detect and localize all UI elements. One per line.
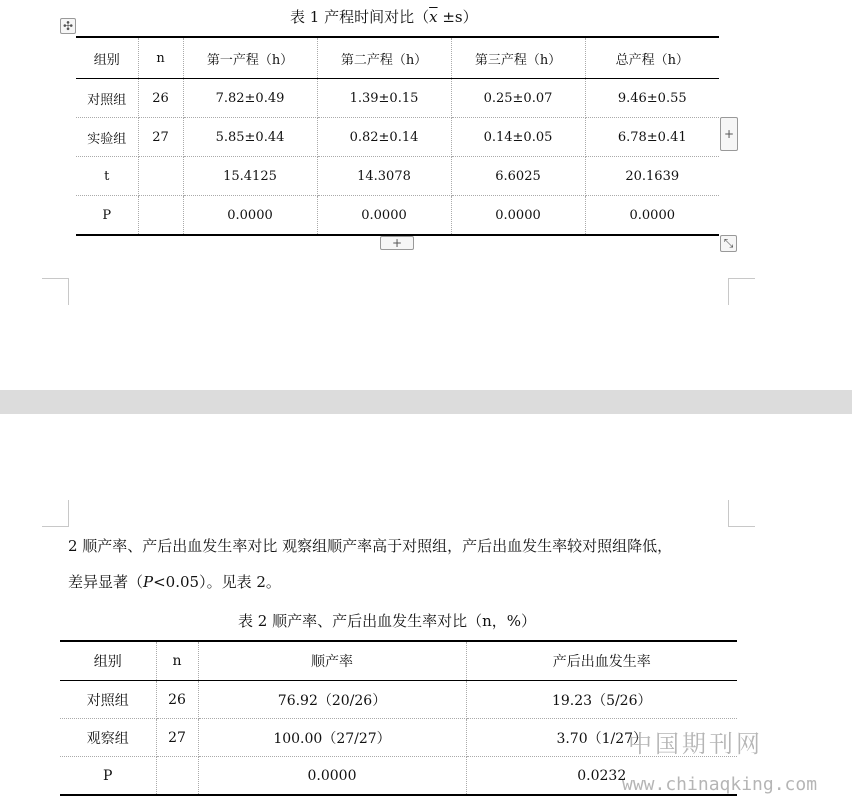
- table-cell[interactable]: 6.6025: [451, 157, 585, 196]
- table-cell[interactable]: 6.78±0.41: [585, 118, 719, 157]
- crop-mark: [42, 278, 69, 305]
- table-cell[interactable]: 14.3078: [317, 157, 451, 196]
- add-column-button[interactable]: +: [720, 117, 738, 151]
- table-cell[interactable]: 27: [156, 719, 198, 757]
- table-cell[interactable]: 0.0000: [629, 207, 675, 223]
- table-cell[interactable]: 对照组: [60, 681, 156, 719]
- table-cell[interactable]: 100.00（27/27）: [198, 719, 466, 757]
- table1-header-cell[interactable]: 总产程（h）: [585, 37, 719, 79]
- table-row: [76, 79, 719, 118]
- table-row: [60, 681, 737, 719]
- table2-header-cell[interactable]: 产后出血发生率: [466, 641, 737, 681]
- table-move-handle-icon[interactable]: ✣: [60, 18, 76, 34]
- table2-header-cell[interactable]: n: [156, 641, 198, 681]
- crop-mark: [728, 500, 755, 527]
- table-cell[interactable]: 7.82±0.49: [183, 79, 317, 118]
- table-cell[interactable]: 实验组: [76, 118, 138, 157]
- watermark-url: www.chinaqking.com: [622, 774, 818, 795]
- table-cell[interactable]: 0.0000: [183, 196, 317, 236]
- table-cell[interactable]: 0.0000: [198, 757, 466, 796]
- table-cell[interactable]: 0.0000: [451, 196, 585, 236]
- table2-header-cell[interactable]: 组别: [60, 641, 156, 681]
- table2: [60, 640, 737, 796]
- document-page-2: [0, 414, 852, 799]
- table1-caption: 表 1 产程时间对比$(\overline{x} \pm s)$: [290, 8, 478, 26]
- paragraph-line-2[interactable]: 差异显著（P<0.05）。见表 2。: [68, 573, 281, 591]
- document-page-1: [0, 0, 852, 390]
- watermark-title: 中国期刊网: [628, 730, 763, 758]
- table-cell[interactable]: 3.70（1/27）: [466, 719, 737, 757]
- table-cell[interactable]: 1.39±0.15: [317, 79, 451, 118]
- table-cell[interactable]: 15.4125: [183, 157, 317, 196]
- table-cell[interactable]: 观察组: [60, 719, 156, 757]
- table-cell[interactable]: 27: [138, 118, 183, 157]
- paragraph-line-1[interactable]: 2 顺产率、产后出血发生率对比 观察组顺产率高于对照组，产后出血发生率较对照组降低，: [68, 537, 673, 555]
- table-cell[interactable]: 0.82±0.14: [317, 118, 451, 157]
- table-cell[interactable]: 9.46±0.55: [585, 79, 719, 118]
- table-cell[interactable]: 26: [138, 79, 183, 118]
- table-row: [76, 157, 719, 196]
- table-row: [76, 196, 719, 236]
- table-cell[interactable]: 76.92（20/26）: [198, 681, 466, 719]
- add-row-button[interactable]: +: [380, 236, 414, 250]
- table-cell[interactable]: 0.0000: [317, 196, 451, 236]
- table1: [76, 36, 719, 236]
- table-cell[interactable]: 对照组: [76, 79, 138, 118]
- crop-mark: [728, 278, 755, 305]
- table-cell[interactable]: [156, 757, 198, 796]
- table-row: [76, 118, 719, 157]
- table1-header-cell[interactable]: 组别: [76, 37, 138, 79]
- table1-header-cell[interactable]: 第一产程（h）: [183, 37, 317, 79]
- table-cell[interactable]: t: [76, 157, 138, 196]
- table-cell[interactable]: 0.25±0.07: [451, 79, 585, 118]
- table-cell[interactable]: P: [60, 757, 156, 796]
- table2-header-cell[interactable]: 顺产率: [198, 641, 466, 681]
- table2-caption: 表 2 顺产率、产后出血发生率对比（n，%）: [238, 612, 536, 630]
- table1-header-cell[interactable]: 第二产程（h）: [317, 37, 451, 79]
- table1-header-row: [76, 37, 719, 79]
- table-cell[interactable]: 20.1639: [585, 157, 719, 196]
- table1-header-cell[interactable]: 第三产程（h）: [451, 37, 585, 79]
- table-cell[interactable]: 26: [156, 681, 198, 719]
- table-cell[interactable]: 19.23（5/26）: [466, 681, 737, 719]
- page-gap: [0, 390, 852, 414]
- table-cell[interactable]: P: [76, 196, 138, 236]
- table-cell[interactable]: 0.0232: [577, 767, 627, 784]
- table-resize-handle-icon[interactable]: ⤡: [720, 235, 737, 252]
- table-cell[interactable]: [138, 157, 183, 196]
- table-cell[interactable]: 5.85±0.44: [183, 118, 317, 157]
- table-cell[interactable]: 0.14±0.05: [451, 118, 585, 157]
- table1-header-cell[interactable]: n: [138, 37, 183, 79]
- crop-mark: [42, 500, 69, 527]
- table-cell[interactable]: [138, 196, 183, 236]
- table2-header-row: [60, 641, 737, 681]
